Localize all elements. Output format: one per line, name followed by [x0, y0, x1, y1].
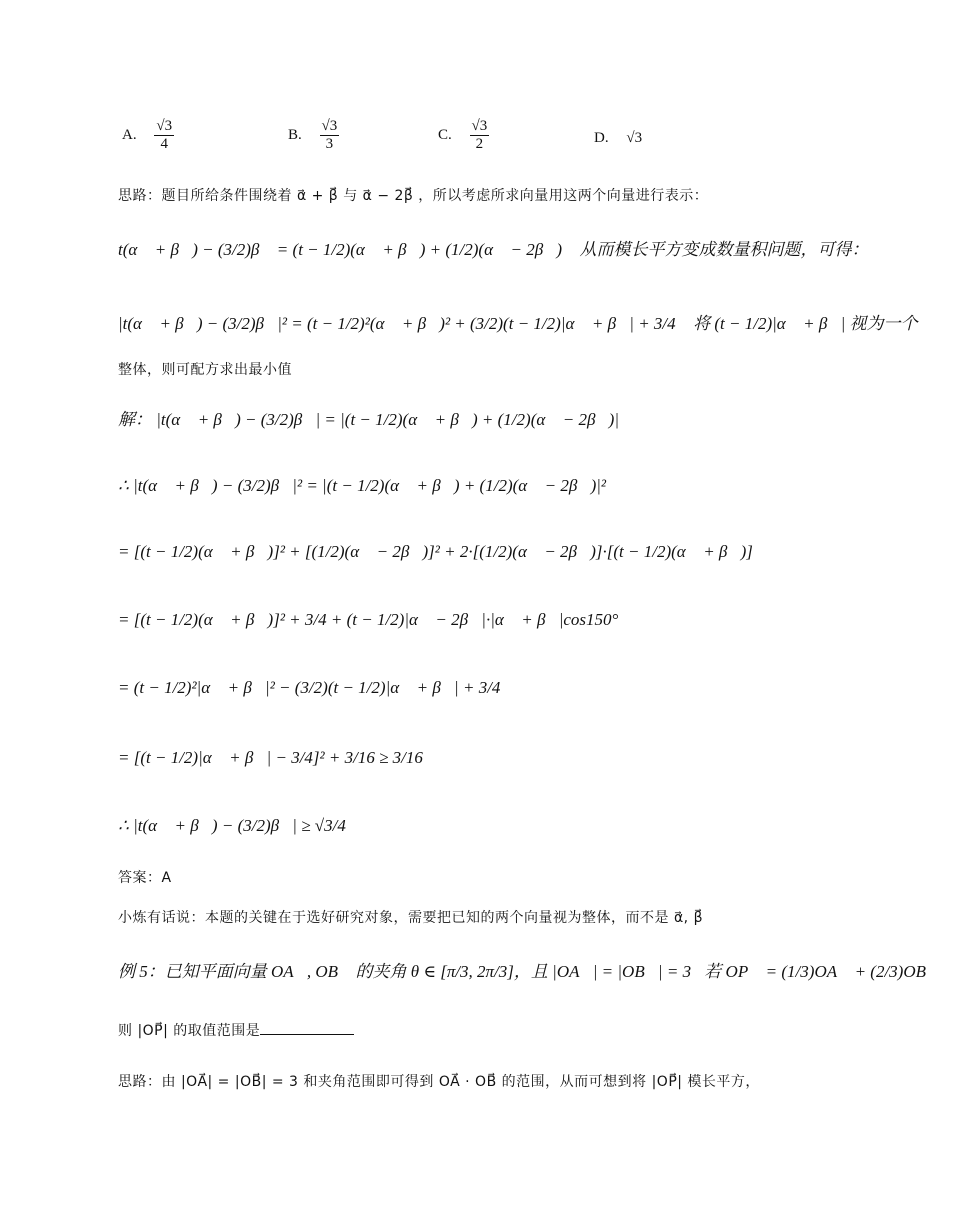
solution-line-2: ∴ |t(α⃗ + β⃗) − (3/2)β⃗|² = |(t − 1/2)(α⃗ + β⃗) + (1/2)(α⃗ − 2β⃗)|² — [118, 476, 607, 495]
solution-line-4: = [(t − 1/2)(α⃗ + β⃗)]² + 3/4 + (t − 1/2)|α⃗ − 2β⃗|·|α⃗ + β⃗|cos150° — [118, 610, 619, 629]
remark-line: 小炼有话说：本题的关键在于选好研究对象，需要把已知的两个向量视为整体，而不是 α⃗, β⃗ — [118, 910, 704, 926]
option-a — [122, 118, 174, 153]
solution-line-3: = [(t − 1/2)(α⃗ + β⃗)]² + [(1/2)(α⃗ − 2β⃗)]² + 2·[(1/2)(α⃗ − 2β⃗)]·[(t − 1/2)(α⃗ + β⃗)] — [118, 542, 753, 561]
solution-line-5: = (t − 1/2)²|α⃗ + β⃗|² − (3/2)(t − 1/2)|α⃗ + β⃗| + 3/4 — [118, 678, 501, 697]
idea-line-4: 整体，则可配方求出最小值 — [118, 362, 292, 378]
answer-line: 答案：A — [118, 870, 172, 886]
answer-blank — [260, 1020, 354, 1035]
solution-line-6: = [(t − 1/2)|α⃗ + β⃗| − 3/4]² + 3/16 ≥ 3/16 — [118, 748, 423, 767]
option-d-label: D. — [594, 130, 609, 147]
idea-line-2: t(α⃗ + β⃗) − (3/2)β⃗ = (t − 1/2)(α⃗ + β⃗) + (1/2)(α⃗ − 2β⃗) ，从而模长平方变成数量积问题，可得： — [118, 240, 869, 259]
option-c-value: $\frac{√3}{2}$ — [471, 118, 488, 152]
option-a-value: $\frac{√3}{4}$ — [156, 118, 173, 152]
idea-line-3: |t(α⃗ + β⃗) − (3/2)β⃗|² = (t − 1/2)²(α⃗ + β⃗)² + (3/2)(t − 1/2)|α⃗ + β⃗| + 3/4 ，将 (t − 1/2)|α⃗ + β⃗| 视为一个 — [118, 314, 918, 333]
example-5-question: 则 |OP⃗| 的取值范围是 — [118, 1020, 750, 1041]
option-d — [594, 130, 642, 147]
option-a-label: A. — [122, 127, 137, 143]
option-b — [288, 118, 339, 153]
option-d-value: √3 — [626, 130, 643, 146]
solution-line-7: ∴ |t(α⃗ + β⃗) − (3/2)β⃗| ≥ √3/4 — [118, 816, 346, 835]
option-c-label: C. — [438, 127, 452, 143]
idea-line-1: 思路：题目所给条件围绕着 α⃗ + β⃗ 与 α⃗ − 2β⃗ ，所以考虑所求向量用这两个向量进行表示： — [118, 188, 709, 204]
example-5-line: 例 5：已知平面向量 OA⃗, OB⃗ 的夹角 θ ∈ [π/3, 2π/3]，且 |OA⃗| = |OB⃗| = 3，若 OP⃗ = (1/3)OA⃗ + (2/3)OB⃗ ， — [118, 962, 957, 981]
example-5-idea: 思路：由 |OA⃗| = |OB⃗| = 3 和夹角范围即可得到 OA⃗ · OB⃗ 的范围，从而可想到将 |OP⃗| 模长平方， — [118, 1074, 760, 1090]
option-b-label: B. — [288, 127, 302, 143]
solution-line-1: 解： |t(α⃗ + β⃗) − (3/2)β⃗| = |(t − 1/2)(α⃗ + β⃗) + (1/2)(α⃗ − 2β⃗)| — [118, 410, 619, 429]
option-c — [438, 118, 489, 153]
option-b-value: $\frac{√3}{3}$ — [321, 118, 338, 152]
